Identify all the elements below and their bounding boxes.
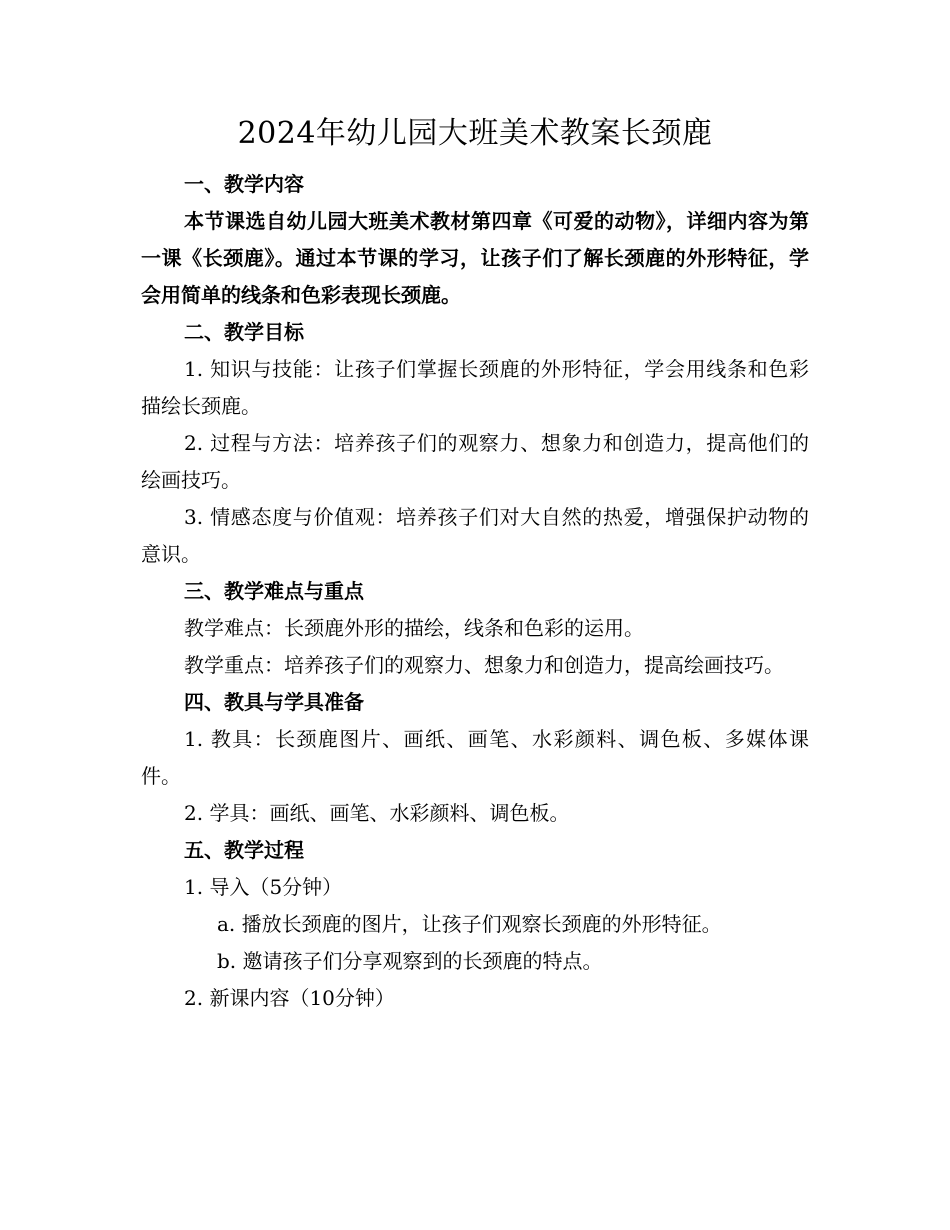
process-item-intro: 1. 导入（5分钟） <box>184 875 343 899</box>
page-title: 2024年幼儿园大班美术教案长颈鹿 <box>237 116 713 151</box>
section-heading-teaching-content: 一、教学内容 <box>184 172 304 196</box>
goal-item-knowledge: 1. 知识与技能：让孩子们掌握长颈鹿的外形特征，学会用线条和色彩描绘长颈鹿。 <box>141 357 809 418</box>
section-heading-difficulty-focus: 三、教学难点与重点 <box>184 579 364 603</box>
goal-item-attitude: 3. 情感态度与价值观：培养孩子们对大自然的热爱，增强保护动物的意识。 <box>141 505 809 566</box>
materials-item-teacher: 1. 教具：长颈鹿图片、画纸、画笔、水彩颜料、调色板、多媒体课件。 <box>141 727 809 788</box>
process-subitem-a: a. 播放长颈鹿的图片，让孩子们观察长颈鹿的外形特征。 <box>217 912 722 936</box>
section-heading-teaching-goals: 二、教学目标 <box>184 320 304 344</box>
section-body-teaching-content: 本节课选自幼儿园大班美术教材第四章《可爱的动物》，详细内容为第一课《长颈鹿》。通过本节课的学习，让孩子们了解长颈鹿的外形特征，学会用简单的线条和色彩表现长颈鹿。 <box>141 209 809 307</box>
section-heading-process: 五、教学过程 <box>184 838 304 862</box>
difficulty-text: 教学难点：长颈鹿外形的描绘，线条和色彩的运用。 <box>184 616 644 640</box>
section-heading-materials: 四、教具与学具准备 <box>184 690 364 714</box>
document-page <box>141 110 809 1017</box>
process-item-new-content: 2. 新课内容（10分钟） <box>184 986 395 1010</box>
goal-item-process: 2. 过程与方法：培养孩子们的观察力、想象力和创造力，提高他们的绘画技巧。 <box>141 431 809 492</box>
process-subitem-b: b. 邀请孩子们分享观察到的长颈鹿的特点。 <box>217 949 603 973</box>
materials-item-student: 2. 学具：画纸、画笔、水彩颜料、调色板。 <box>184 801 570 825</box>
focus-text: 教学重点：培养孩子们的观察力、想象力和创造力，提高绘画技巧。 <box>184 653 784 677</box>
